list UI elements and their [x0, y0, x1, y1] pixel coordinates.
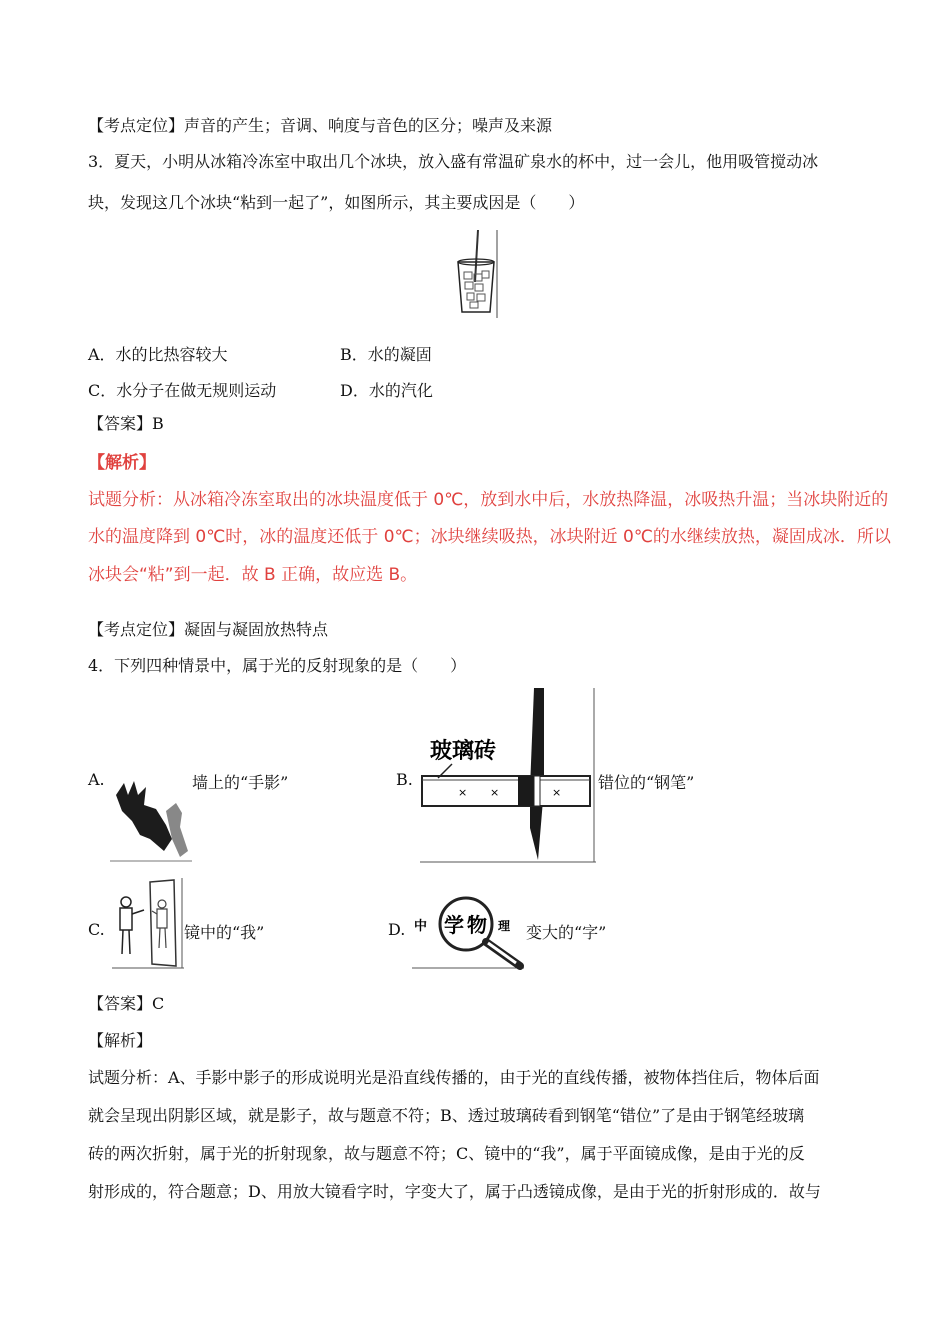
q4-option-b-letter: B. [396, 770, 413, 789]
q4-option-d-text: 变大的“字” [526, 923, 607, 942]
mirror-figure [110, 878, 186, 970]
q4-analysis-line1: 试题分析：A、手影中影子的形成说明光是沿直线传播的，由于光的直线传播，被物体挡住后，物体后面 [88, 1068, 820, 1087]
magnified-char-xue: 学 [444, 913, 464, 937]
q4-answer: 【答案】C [88, 994, 165, 1013]
q4-option-b-text: 错位的“钢笔” [598, 773, 695, 792]
glass-brick-label: 玻璃砖 [430, 739, 497, 764]
q3-jiexi-label: 【解析】 [88, 453, 156, 473]
q4-analysis-line3: 砖的两次折射，属于光的折射现象，故与题意不符；C、镜中的“我”，属于平面镜成像，是由于光的反 [88, 1144, 805, 1163]
ice-cup-figure [450, 228, 502, 320]
q3-answer: 【答案】B [88, 414, 164, 433]
q3-analysis-line1: 试题分析：从冰箱冷冻室取出的冰块温度低于 0℃，放到水中后，水放热降温，冰吸热升温；当冰块附近的 [88, 490, 889, 510]
magnifier-figure [412, 890, 526, 970]
q3-option-d: D．水的汽化 [340, 381, 433, 400]
q3-option-b: B．水的凝固 [340, 345, 432, 364]
q3-option-a: A．水的比热容较大 [88, 345, 228, 364]
q3-analysis-line3: 冰块会“粘”到一起．故 B 正确，故应选 B。 [88, 565, 418, 585]
q4-analysis-line4: 射形成的，符合题意；D、用放大镜看字时，字变大了，属于凸透镜成像，是由于光的折射形成的．故与 [88, 1182, 821, 1201]
q3-stem-line2: 块，发现这几个冰块“粘到一起了”，如图所示，其主要成因是（ ） [88, 193, 585, 212]
glass-brick-pen-figure [418, 688, 598, 864]
kaodian-q2: 【考点定位】声音的产生；音调、响度与音色的区分；噪声及来源 [88, 116, 553, 135]
q4-option-a-text: 墙上的“手影” [192, 773, 289, 792]
q3-stem-line1: 3．夏天，小明从冰箱冷冻室中取出几个冰块，放入盛有常温矿泉水的杯中，过一会儿，他用吸管搅动冰 [88, 152, 819, 171]
svg-text:×: × [490, 786, 500, 799]
magnified-char-wu: 物 [467, 913, 487, 937]
q3-option-c: C．水分子在做无规则运动 [88, 381, 277, 400]
q4-option-a-letter: A. [88, 770, 105, 789]
hand-shadow-figure [110, 765, 194, 863]
magnified-char-li: 理 [498, 919, 511, 933]
q4-option-c-text: 镜中的“我” [184, 923, 265, 942]
q4-option-d-letter: D. [388, 920, 406, 939]
q4-jiexi-label: 【解析】 [88, 1031, 153, 1050]
q4-option-c-letter: C. [88, 920, 105, 939]
q4-analysis-line2: 就会呈现出阴影区域，就是影子，故与题意不符；B、透过玻璃砖看到钢笔“错位”了是由于钢笔经玻璃 [88, 1106, 805, 1125]
magnified-char-zhong: 中 [414, 919, 428, 934]
q3-analysis-line2: 水的温度降到 0℃时，冰的温度还低于 0℃；冰块继续吸热，冰块附近 0℃的水继续放热，凝固成冰．所以 [88, 527, 891, 547]
svg-text:×: × [458, 786, 468, 799]
q4-stem: 4．下列四种情景中，属于光的反射现象的是（ ） [88, 656, 467, 675]
svg-text:×: × [552, 786, 562, 799]
kaodian-q3: 【考点定位】凝固与凝固放热特点 [88, 620, 329, 639]
